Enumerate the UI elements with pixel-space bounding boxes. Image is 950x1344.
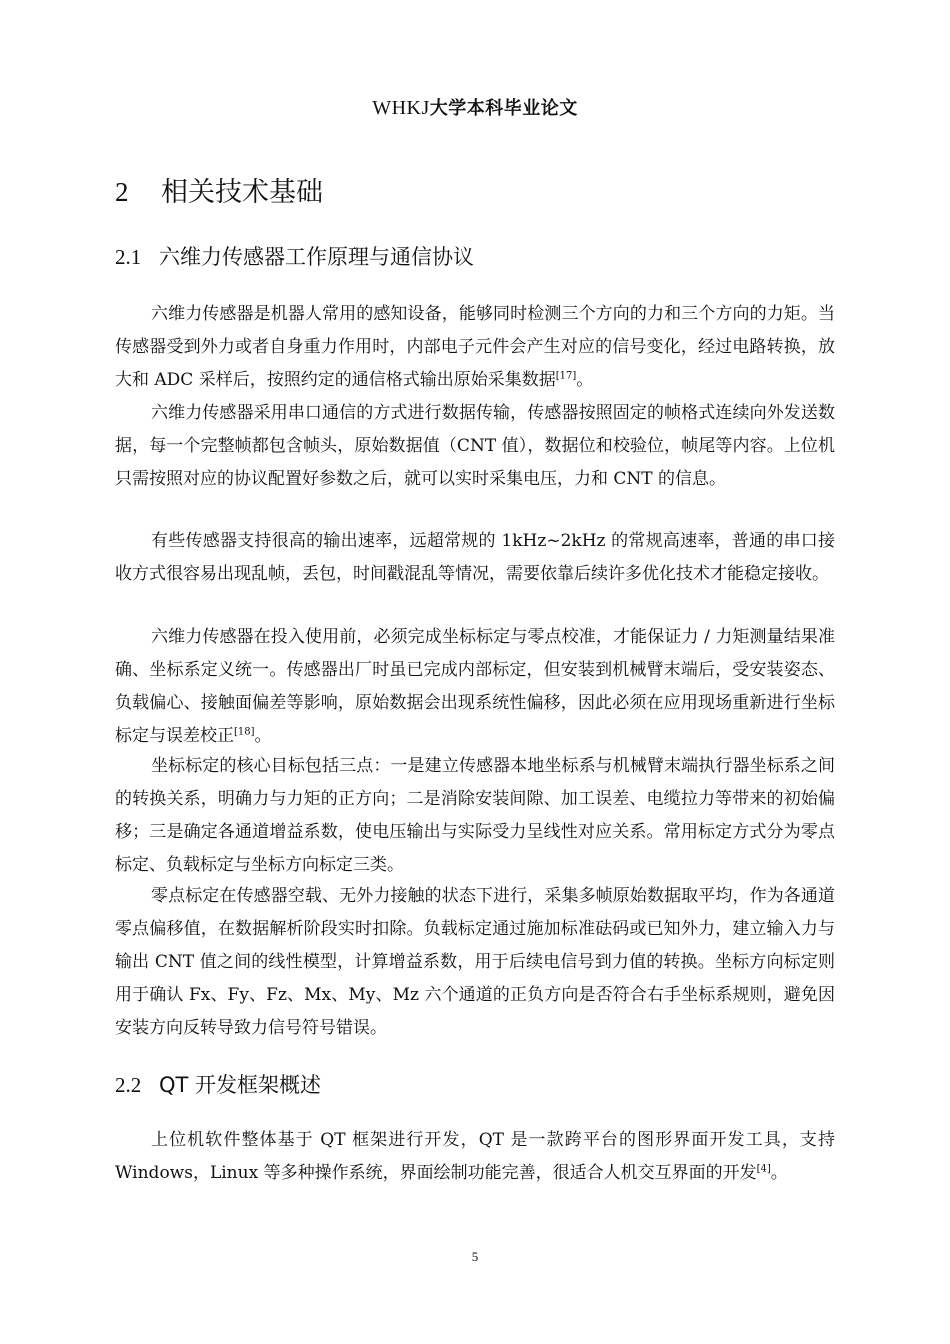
section-title-text: QT 开发框架概述 — [159, 1073, 322, 1097]
section-number: 2.1 — [115, 245, 142, 269]
page-number: 5 — [471, 1249, 479, 1264]
paragraph-text: 六维力传感器采用串口通信的方式进行数据传输，传感器按照固定的帧格式连续向外发送数据，每一个完整帧都包含帧头，原始数据值（CNT 值），数据位和校验位，帧尾等内容。上位机只需按照对应的协议配置好参数之后，就可以实时采集电压，力和 CNT 的信息。 — [115, 403, 835, 489]
body-paragraph-1 — [115, 298, 835, 397]
chapter-title — [115, 174, 323, 211]
paragraph-end-punct: 。 — [576, 370, 594, 390]
body-paragraph-5 — [115, 750, 835, 882]
citation: [18] — [234, 726, 255, 738]
section-number: 2.2 — [115, 1073, 142, 1097]
running-header — [0, 94, 950, 120]
body-paragraph-7 — [115, 1124, 835, 1190]
body-paragraph-3 — [115, 525, 835, 591]
paragraph-text: 有些传感器支持很高的输出速率，远超常规的 1kHz~2kHz 的常规高速率，普通的串口接收方式很容易出现乱帧，丢包，时间戳混乱等情况，需要依靠后续许多优化技术才能稳定接收。 — [115, 531, 835, 584]
paragraph-text: 零点标定在传感器空载、无外力接触的状态下进行，采集多帧原始数据取平均，作为各通道零点偏移值，在数据解析阶段实时扣除。负载标定通过施加标准砝码或已知外力，建立输入力与输出 CNT 值之间的线性模型，计算增益系数，用于后续电信号到力值的转换。坐标方向标定则用于确认 Fx、Fy、Fz、Mx、My、Mz 六个通道的正负方向是否符合右手坐标系规则，避免因安装方向反转导致力信号符号错误。 — [115, 886, 835, 1038]
paragraph-text: 上位机软件整体基于 QT 框架进行开发，QT 是一款跨平台的图形界面开发工具，支持 Windows，Linux 等多种操作系统，界面绘制功能完善，很适合人机交互界面的开发 — [115, 1130, 835, 1183]
chapter-number: 2 — [115, 177, 129, 207]
citation: [4] — [756, 1163, 771, 1175]
paragraph-end-punct: 。 — [254, 726, 272, 746]
citation: [17] — [555, 370, 577, 382]
paragraph-text: 六维力传感器在投入使用前，必须完成坐标标定与零点校准，才能保证力 / 力矩测量结果准确、坐标系定义统一。传感器出厂时虽已完成内部标定，但安装到机械臂末端后，受安装姿态、负载偏心、接触面偏差等影响，原始数据会出现系统性偏移，因此必须在应用现场重新进行坐标标定与误差校正 — [115, 627, 835, 746]
body-paragraph-2 — [115, 397, 835, 496]
paragraph-end-punct: 。 — [770, 1163, 788, 1183]
chapter-title-text: 相关技术基础 — [161, 177, 323, 208]
body-paragraph-4 — [115, 621, 835, 753]
paragraph-text: 坐标标定的核心目标包括三点：一是建立传感器本地坐标系与机械臂末端执行器坐标系之间的转换关系，明确力与力矩的正方向；二是消除安装间隙、加工误差、电缆拉力等带来的初始偏移；三是确定各通道增益系数，使电压输出与实际受力呈线性对应关系。常用标定方式分为零点标定、负载标定与坐标方向标定三类。 — [115, 756, 835, 875]
body-paragraph-6 — [115, 880, 835, 1045]
section-heading-2-1 — [115, 242, 474, 272]
section-heading-2-2 — [115, 1070, 321, 1100]
header-university-code: WHKJ — [372, 97, 430, 119]
paragraph-text: 六维力传感器是机器人常用的感知设备，能够同时检测三个方向的力和三个方向的力矩。当传感器受到外力或者自身重力作用时，内部电子元件会产生对应的信号变化，经过电路转换，放大和 ADC 采样后，按照约定的通信格式输出原始采集数据 — [115, 304, 835, 390]
section-title-text: 六维力传感器工作原理与通信协议 — [159, 245, 474, 269]
header-thesis-label: 大学本科毕业论文 — [429, 98, 578, 119]
